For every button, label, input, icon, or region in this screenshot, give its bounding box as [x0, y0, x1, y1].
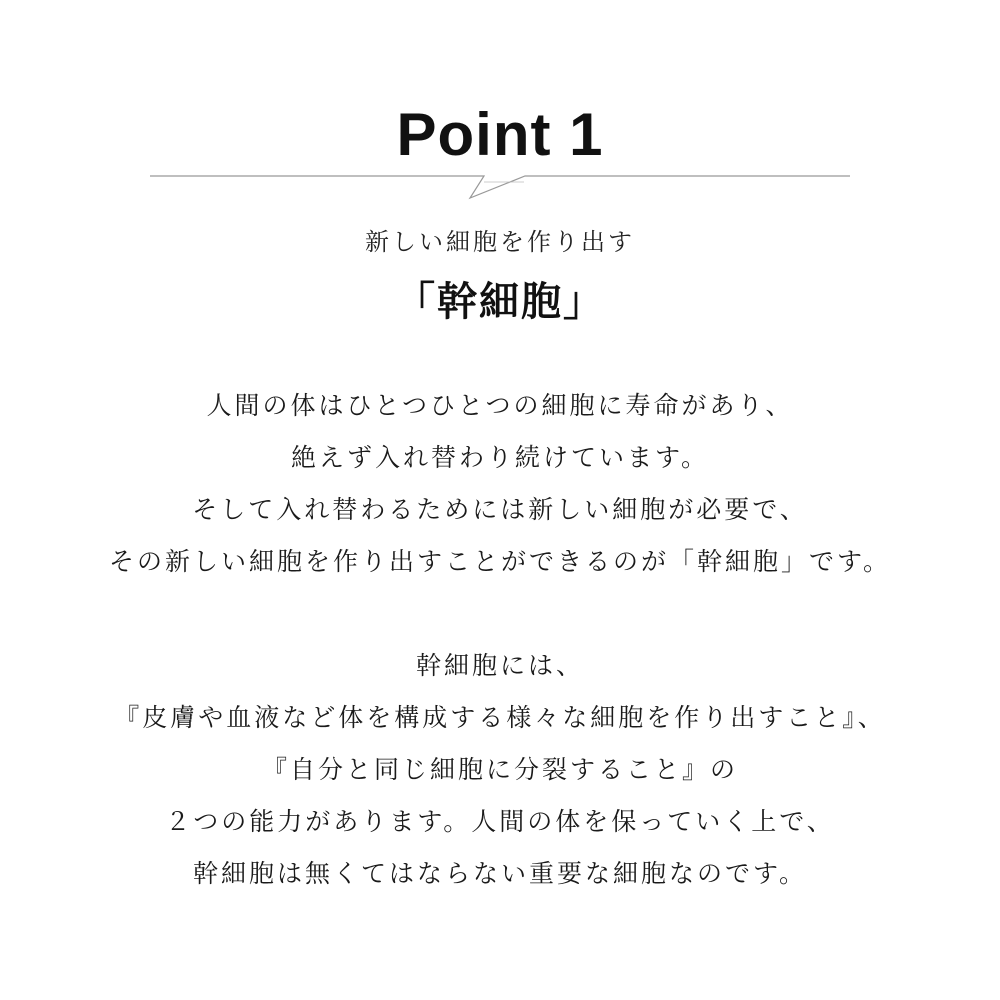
paragraph-2-line: 『自分と同じ細胞に分裂すること』の: [261, 755, 738, 784]
paragraph-2-line: 『皮膚や血液など体を構成する様々な細胞を作り出すこと』、: [114, 703, 886, 732]
paragraph-2-line: 幹細胞は無くてはならない重要な細胞なのです。: [192, 859, 807, 888]
paragraph-1-line: 絶えず入れ替わり続けています。: [290, 443, 709, 472]
divider-line: [150, 176, 850, 198]
section-heading: 「幹細胞」: [395, 279, 605, 325]
page-title: Point 1: [396, 101, 604, 168]
paragraph-2-line: 幹細胞には、: [415, 651, 584, 680]
paragraph-2-line: ２つの能力があります。人間の体を保っていく上で、: [165, 807, 835, 836]
paragraph-1-line: そして入れ替わるためには新しい細胞が必要で、: [192, 495, 808, 524]
paragraph-1: [0, 380, 1000, 588]
paragraph-1-line: 人間の体はひとつひとつの細胞に寿命があり、: [206, 391, 794, 420]
speech-bubble-divider: [150, 160, 850, 200]
paragraph-2: [0, 640, 1000, 900]
subtitle: 新しい細胞を作り出す: [365, 228, 635, 256]
paragraph-1-line: その新しい細胞を作り出すことができるのが「幹細胞」です。: [108, 547, 891, 576]
